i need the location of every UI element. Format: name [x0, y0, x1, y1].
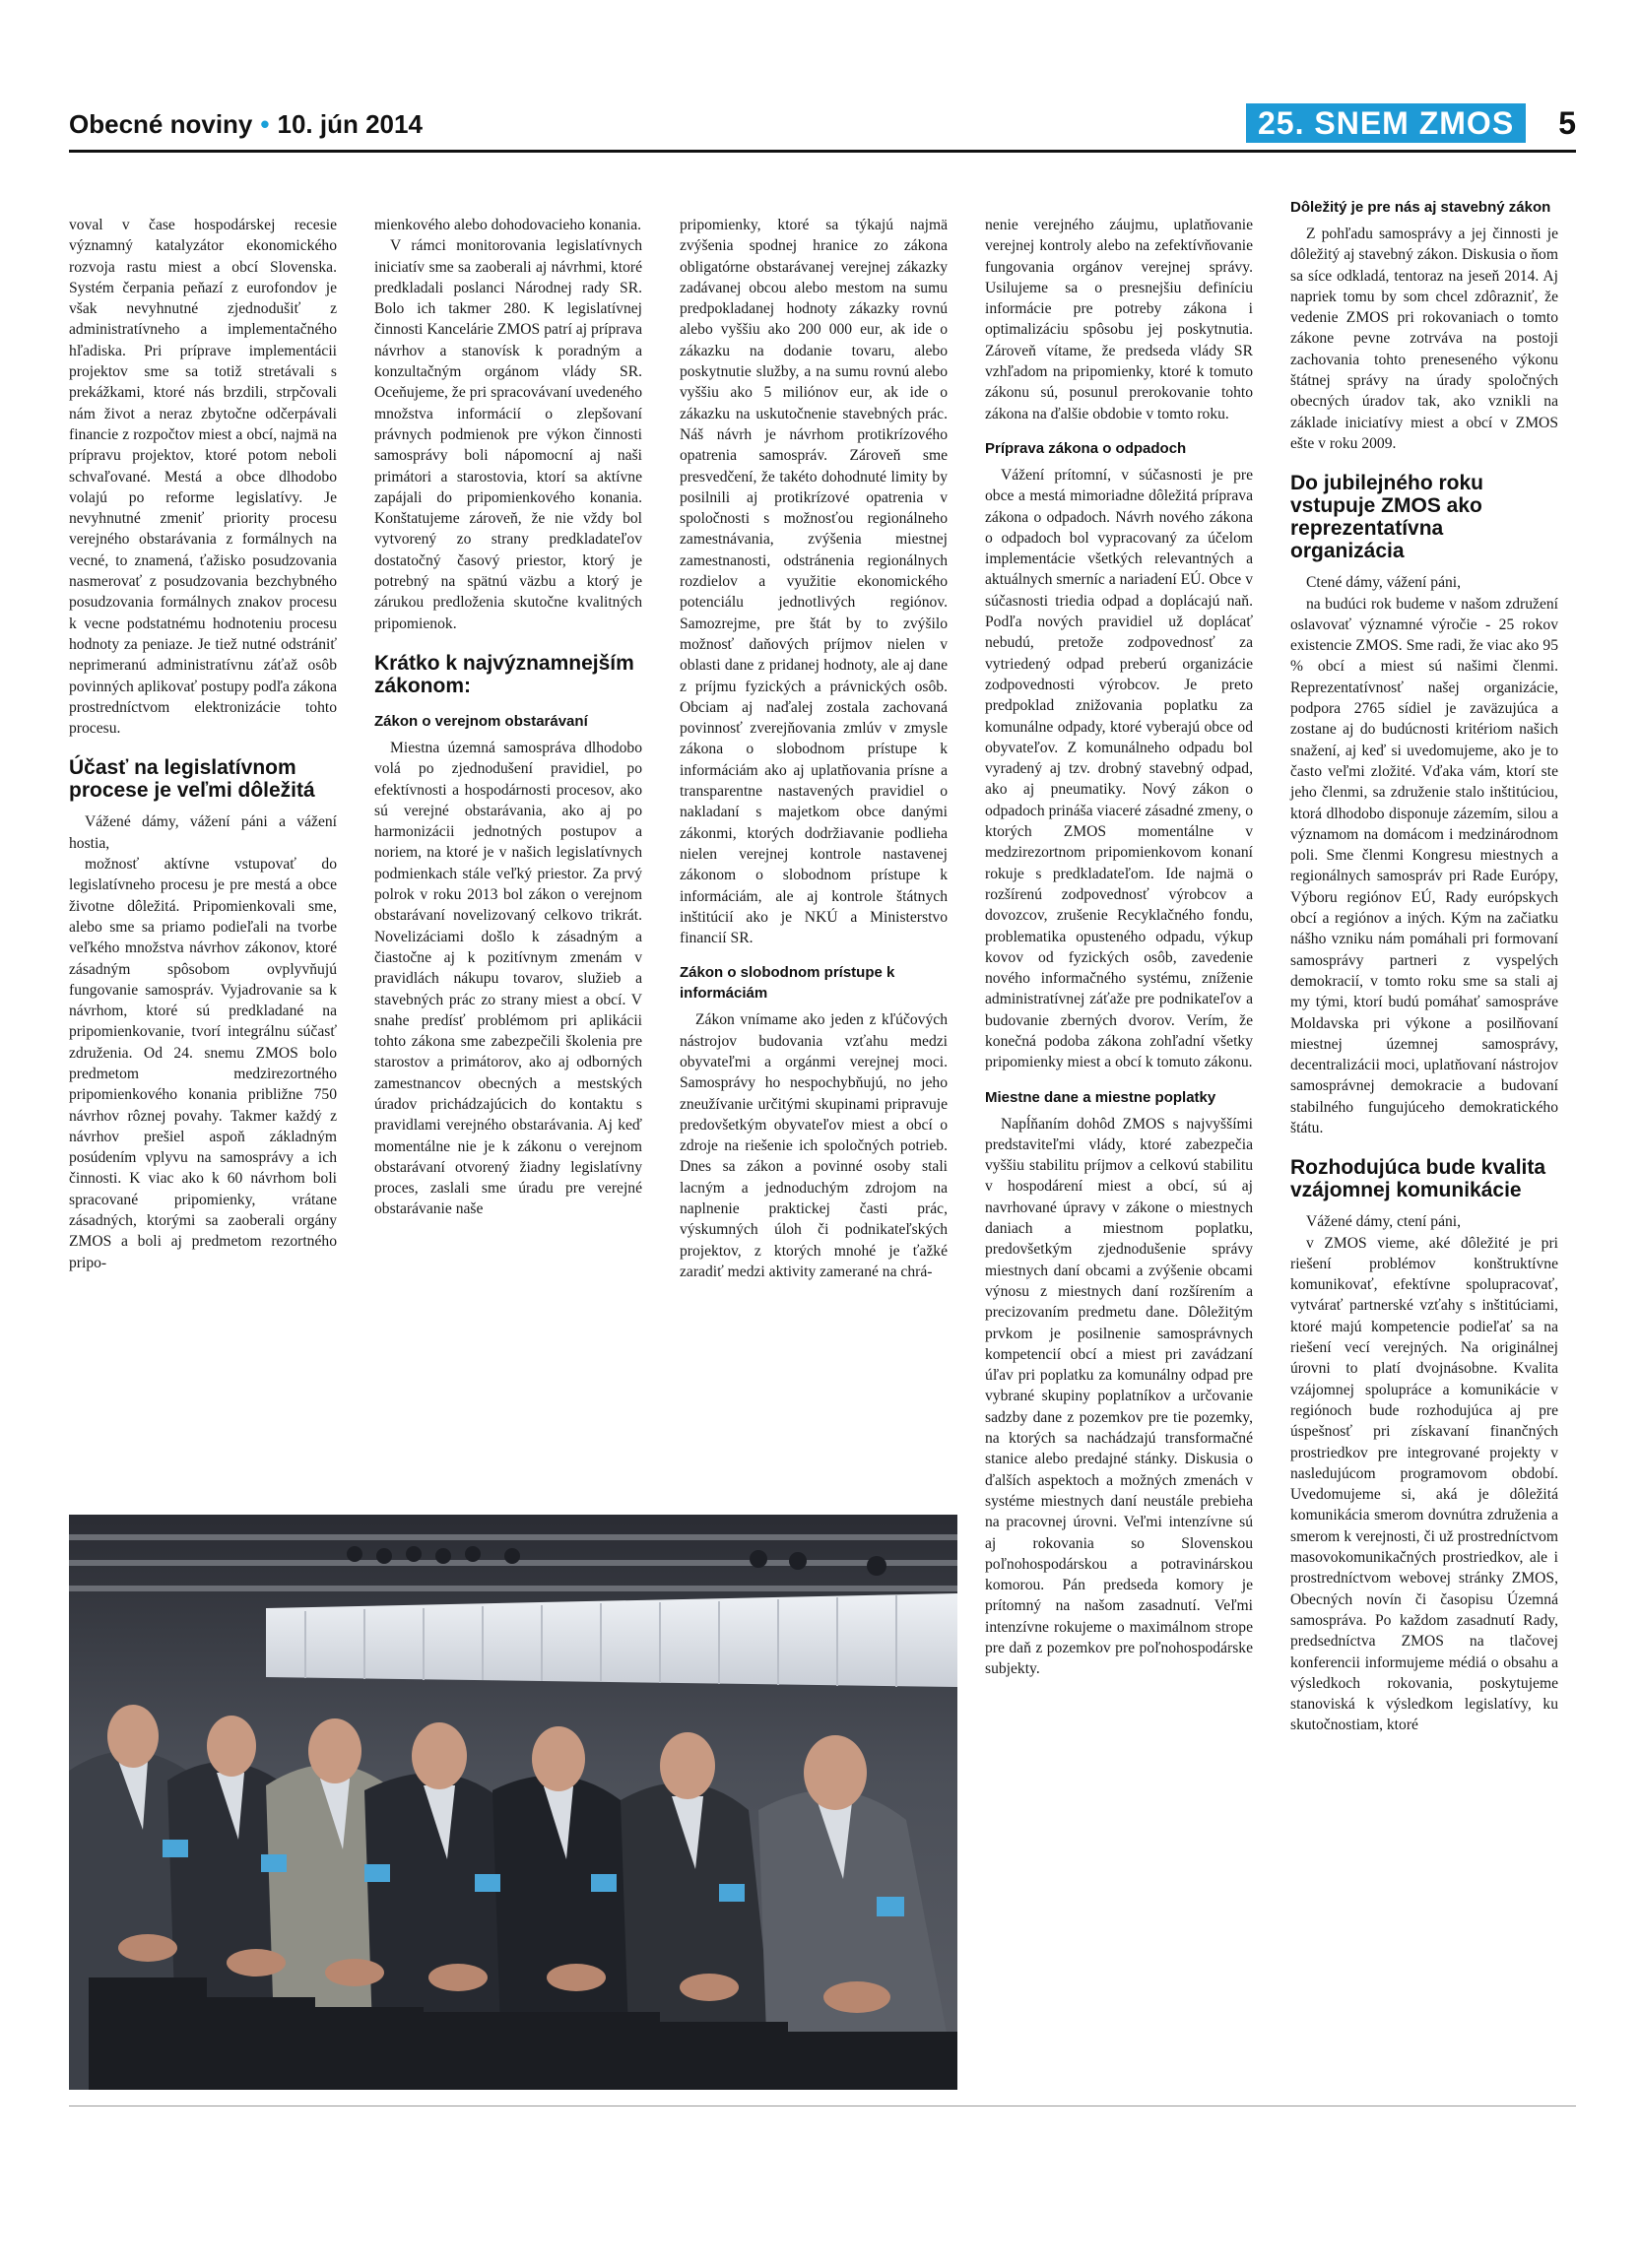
- conference-photo-image: [69, 1515, 957, 2090]
- column-3: [680, 215, 948, 1282]
- subheading: Zákon o slobodnom prístupe k informáciám: [680, 964, 895, 1003]
- paragraph: Zákon vnímame ako jeden z kľúčových nástrojov budovania vzťahu medzi obyvateľmi a orgánmi verejnej moci. Samosprávy ho nespochybňujú, no jeho zneužívanie určitými skupinami pripravuje predovšetkým obyvateľov miest a obcí o zdroje na riešenie ich spoločných potrieb. Dnes sa zákon a povinné osoby stali lacným a jednoduchým zdrojom na naplnenie praktickej časti prác, výskumných úloh či podnikateľských projektov, z ktorých mnohé je ťažké zaradiť medzi aktivity zamerané na chrá-: [680, 1011, 948, 1280]
- page-number: 5: [1558, 105, 1576, 141]
- paragraph: Napĺňaním dohôd ZMOS s najvyššími predstaviteľmi vlády, ktoré zabezpečia vyššiu stabilitu príjmov a celkovú stabilitu v hospodárení miest a obcí, sú aj navrhované úpravy v zákone o miestnych daniach a miestnom poplatku, predovšetkým zjednodušenie správy miestnych daní obcami a zvýšenie obcami výnosu z miestnych daní rozšírením a precizovaním predmetu dane. Dôležitým prvkom je posilnenie samosprávnych kompetencií obcí a miest pri zavádzaní úľav pri poplatku za komunálny odpad pre vybrané skupiny poplatníkov a určovanie sadzby dane z pozemkov pre tie pozemky, na ktorých sa nachádzajú transformačné stanice alebo predajné stánky. Diskusia o ďalších aspektoch a možných zmenách v systéme miestnych daní neustále prebieha na pracovnej úrovni. Veľmi intenzívne sú aj rokovania so Slovenskou poľnohospodárskou a potravinárskou komorou. Pán predseda komory je prítomný na našom zasadnutí. Veľmi intenzívne rokujeme o maximálnom strope pre daň z pozemkov pre poľnohospodárske subjekty.: [985, 1115, 1253, 1678]
- section-badge: 25. SNEM ZMOS: [1246, 103, 1526, 143]
- subheading: Dôležitý je pre nás aj stavebný zákon: [1290, 199, 1551, 216]
- conference-photo: [69, 1515, 957, 2090]
- section-heading: Účasť na legislatívnom procese je veľmi dôležitá: [69, 756, 315, 803]
- paragraph: mienkového alebo dohodovacieho konania.: [374, 217, 642, 233]
- page-header: [69, 103, 1576, 147]
- paragraph: pripomienky, ktoré sa týkajú najmä zvýšenia spodnej hranice zo zákona obligatórne obstarávanej verejnej zákazky zadávanej obcou alebo mestom na sumu predpokladanej hodnoty zákazky rovnú alebo vyššiu ako 200 000 eur, ak ide o zákazku na dodanie tovaru, alebo poskytnutie služby, a na sumu rovnú alebo vyššiu ako 5 miliónov eur, ak ide o zákazku na uskutočnenie stavebných prác. Náš návrh je návrhom protikrízového opatrenia samospráv. Zároveň sme presvedčení, že takéto dohodnuté limity by posilnili aj protikrízové opatrenia v spoločnosti s možnosťou regionálneho zamestnávania, zvýšenia miestnej zamestnanosti, odstránenia regionálnych rozdielov a využitie ekonomického potenciálu jednotlivých regiónov. Samozrejme, pre štát by to zvýšilo možnosť daňových príjmov nielen v oblasti dane z pridanej hodnoty, ale aj dane z príjmu fyzických a právnických osôb. Obciam aj naďalej zostala zachovaná povinnosť zverejňovania zmlúv v zmysle zákona o slobodnom prístupe k informáciám ako aj uplatňovania prísne a transparentne nastavených pravidiel o nakladaní s majetkom obce danými zákonmi, ktorých dodržiavanie podlieha nielen verejnej kontrole nastavenej zákonom o slobodnom prístupe k informáciám, ale aj kontrole štátnych inštitúcií ako je NKÚ a Ministerstvo financií SR.: [680, 217, 948, 947]
- publication-name: Obecné noviny: [69, 109, 253, 139]
- paragraph: voval v čase hospodárskej recesie významný katalyzátor ekonomického rozvoja rastu miest a obcí Slovenska. Systém čerpania peňazí z eurofondov je však nevyhnutné zjednodušiť z administratívneho a implementačného hľadiska. Pri príprave implementácii projektov sme sa totiž stretávali s prekážkami, ktoré nás brzdili, strpčovali nám život a neraz zbytočne odčerpávali financie z rozpočtov miest a obcí, najmä na prípravu projektov, ktoré potom neboli schvaľované. Mestá a obce dlhodobo volajú po reforme legislatívy. Je nevyhnutné zmeniť priority procesu verejného obstarávania z formálnych na vecné, to znamená, ťažisko posudzovania nasmerovať z posudzovania bezchybného posudzovania formálnych znakov procesu k vecne podstatnému hodnoteniu procesu hodnoty za peniaze. Je tiež nutné odstrániť neprimeranú administratívnu záťaž osôb povinných aplikovať postupy podľa zákona prostredníctvom elektronizácie tohto procesu.: [69, 217, 337, 738]
- paragraph: na budúci rok budeme v našom združení oslavovať významné výročie - 25 rokov existencie ZMOS. Sme radi, že viac ako 95 % obcí a miest sú našimi členmi. Reprezentatívnosť našej organizácie, podpora 2765 sídiel je zaväzujúca a zostane aj do budúcnosti kritériom našich snažení, aj keď si uvedomujeme, ako je to často veľmi zložité. Vďaka vám, ktorí ste jeho členmi, sa združenie stalo inštitúciou, ktorá dlhodobo disponuje zázemím, silou a významom na domácom i medzinárodnom poli. Sme členmi Kongresu miestnych a regionálnych samospráv pri Rade Európy, Výboru regiónov EÚ, Rady európskych obcí a regiónov a iných. Kým na začiatku nášho vzniku nám pomáhali pri formovaní samosprávy partneri z vyspelých demokracií, v tomto roku sme sa stali aj my tými, ktorí budú pomáhať samospráve Moldavska pri výkone a posilňovaní miestnej územnej samosprávy, decentralizácii moci, uplatňovaní nástrojov samosprávnej demokracie a budovaní stabilného fungujúceho demokratického štátu.: [1290, 595, 1558, 1136]
- paragraph: v ZMOS vieme, aké dôležité je pri riešení problémov konštruktívne komunikovať, efektívne spolupracovať, vytvárať partnerské vzťahy s inštitúciami, ktoré majú kompetencie podieľať sa na riešení vecí verejných. Na originálnej úrovni to platí dvojnásobne. Kvalita vzájomnej spolupráce a komunikácie v regiónoch bude rozhodujúca aj pre úspešnosť pri získavaní finančných prostriedkov pre integrované projekty v nasledujúcom programovom období. Uvedomujeme si, aká je dôležitá komunikácia smerom dovnútra združenia a smerom k verejnosti, či už prostredníctvom masovokomunikačných prostriedkov, ale i prostredníctvom webovej stránky ZMOS, Obecných novín či časopisu Územná samospráva. Po každom zasadnutí Rady, predsedníctva ZMOS na tlačovej konferencii informujeme médiá o obsahu a výsledkoch rokovania, poskytujeme stanoviská k výsledkom legislatívy, ku skutočnostiam, ktoré: [1290, 1234, 1558, 1734]
- subheading: Zákon o verejnom obstarávaní: [374, 712, 588, 730]
- masthead: [69, 109, 423, 140]
- column-2: [374, 215, 642, 1220]
- paragraph: možnosť aktívne vstupovať do legislatívneho procesu je pre mestá a obce životne dôležitá. Pripomienkovali sme, alebo sme sa priamo podieľali na tvorbe veľkého množstva návrhov zákonov, ktoré zásadným spôsobom ovplyvňujú fungovanie samospráv. Vyjadrovanie sa k návrhom, ktoré sú predkladané na pripomienkovanie, tvorí integrálnu súčasť združenia. Od 24. snemu ZMOS bolo predmetom medzirezortného pripomienkového konania približne 750 návrhov rôznej povahy. Takmer každý z návrhov prešiel aspoň základným posúdením vplyvu na samosprávy a ich činnosti. K viac ako k 60 návrhom boli spracované pripomienky, vrátane zásadných, ktorými sa zaoberali orgány ZMOS a boli aj predmetom rezortného pripo-: [69, 856, 337, 1271]
- paragraph: nenie verejného záujmu, uplatňovanie verejnej kontroly alebo na zefektívňovanie fungovania orgánov verejnej správy. Usilujeme sa o presnejšiu definíciu informácie pre potreby zákona i optimalizáciu spôsobu jej poskytnutia. Zároveň vítame, že predseda vlády SR vzhľadom na pripomienky, ktoré k tomuto zákonu sú, posunul prerokovanie tohto zákona na ďalšie obdobie v tomto roku.: [985, 217, 1253, 422]
- issue-date: 10. jún 2014: [277, 109, 423, 139]
- section-heading: Rozhodujúca bude kvalita vzájomnej komunikácie: [1290, 1156, 1546, 1202]
- column-1: [69, 215, 337, 1273]
- paragraph: Ctené dámy, vážení páni,: [1306, 574, 1462, 592]
- section-heading: Krátko k najvýznamnejším zákonom:: [374, 651, 634, 697]
- header-rule: [69, 150, 1576, 153]
- column-4: [985, 215, 1253, 1680]
- column-5: [1290, 197, 1558, 1736]
- section-heading: Do jubilejného roku vstupuje ZMOS ako reprezentatívna organizácia: [1290, 472, 1484, 563]
- paragraph: Vážené dámy, ctení páni,: [1306, 1213, 1462, 1231]
- paragraph: V rámci monitorovania legislatívnych iniciatív sme sa zaoberali aj návrhmi, ktoré predkladali poslanci Národnej rady SR. Bolo ich takmer 280. K legislatívnej činnosti Kancelárie ZMOS patrí aj príprava návrhov a stanovísk k poradným a konzultačným orgánom vlády SR. Oceňujeme, že pri spracovávaní uvedeného množstva informácií o zlepšovaní právnych podmienok pre výkon činnosti samosprávy boli nápomocní aj naši primátori a starostovia, ktorí sa aktívne zapájali do pripomienkového konania. Konštatujeme zároveň, že nie vždy bol vytvorený zo strany predkladateľov dostatočný časový priestor, ktorý je potrebný na spätnú väzbu a ktorý je zárukou predloženia skutočne kvalitných pripomienok.: [374, 237, 642, 632]
- subheading: Príprava zákona o odpadoch: [985, 439, 1187, 457]
- paragraph: Vážené dámy, vážení páni a vážení hostia,: [69, 813, 337, 852]
- paragraph: Vážení prítomní, v súčasnosti je pre obce a mestá mimoriadne dôležitá príprava zákona o odpadoch. Návrh nového zákona o odpadoch bol vypracovaný za účelom implementácie všetkých relevantných a aktuálnych smerníc a nariadení EÚ. Obce v súčasnosti triedia odpad a doplácajú naň. Podľa nových pravidiel už doplácať nebudú, pretože zodpovednosť za vytriedený odpad preberú organizácie zodpovednosti výrobcov. Je preto predpoklad znižovania poplatku za komunálne odpady, ktoré vyberajú obce od obyvateľov. Z komunálneho odpadu bol vyradený aj tzv. drobný stavebný odpad, ako aj pneumatiky. Nový zákon o odpadoch prináša viaceré zásadné zmeny, o ktorých ZMOS momentálne v medzirezortnom pripomienkovom konaní rokuje s predkladateľom. Ide najmä o rozšírenú zodpovednosť výrobcov a dovozcov, zrušenie Recyklačného fondu, problematika opusteného odpadu, výkup kovov od fyzických osôb, zavedenie nového informačného systému, zníženie administratívnej záťaže pre podnikateľov a budovanie zberných dvorov. Verím, že konečná podoba zákona zohľadní všetky pripomienky miest a obcí k tomuto zákonu.: [985, 466, 1253, 1071]
- paragraph: Miestna územná samospráva dlhodobo volá po zjednodušení pravidiel, po efektívnosti a hospodárnosti procesov, ako sú verejné obstarávania, ako aj po harmonizácii jednotných postupov a noriem, na ktoré je v našich legislatívnych podmienkach stále veľký priestor. Za prvý polrok v roku 2013 bol zákon o verejnom obstarávaní novelizovaný celkovo trikrát. Novelizáciami došlo k zásadným a čiastočne aj k pozitívnym zmenám v pravidlách nákupu tovarov, služieb a stavebných prác zo strany miest a obcí. V snahe predísť problémom pri aplikácii tohto zákona sme zabezpečili školenia pre starostov a primátorov, ako aj odborných zamestnancov obecných a mestských úradov prichádzajúcich do kontaktu s pravidlami verejného obstarávania. Aj keď momentálne nie je k zákonu o verejnom obstarávaní otvorený žiadny legislatívny proces, zaslali sme úradu pre verejné obstarávanie naše: [374, 739, 642, 1218]
- separator-dot: •: [260, 109, 270, 139]
- paragraph: Z pohľadu samosprávy a jej činnosti je dôležitý aj stavebný zákon. Diskusia o ňom sa síce odkladá, tentoraz na jeseň 2014. Aj napriek tomu by som chcel zdôrazniť, že vedenie ZMOS pri rokovaniach o tomto zákone pevne zotrváva na postoji zachovania tohto preneseného výkonu štátnej správy na úrady spoločných obecných úradov tak, ako vznikli na základe iniciatívy miest a obcí v ZMOS ešte v roku 2009.: [1290, 226, 1558, 452]
- subheading: Miestne dane a miestne poplatky: [985, 1088, 1216, 1106]
